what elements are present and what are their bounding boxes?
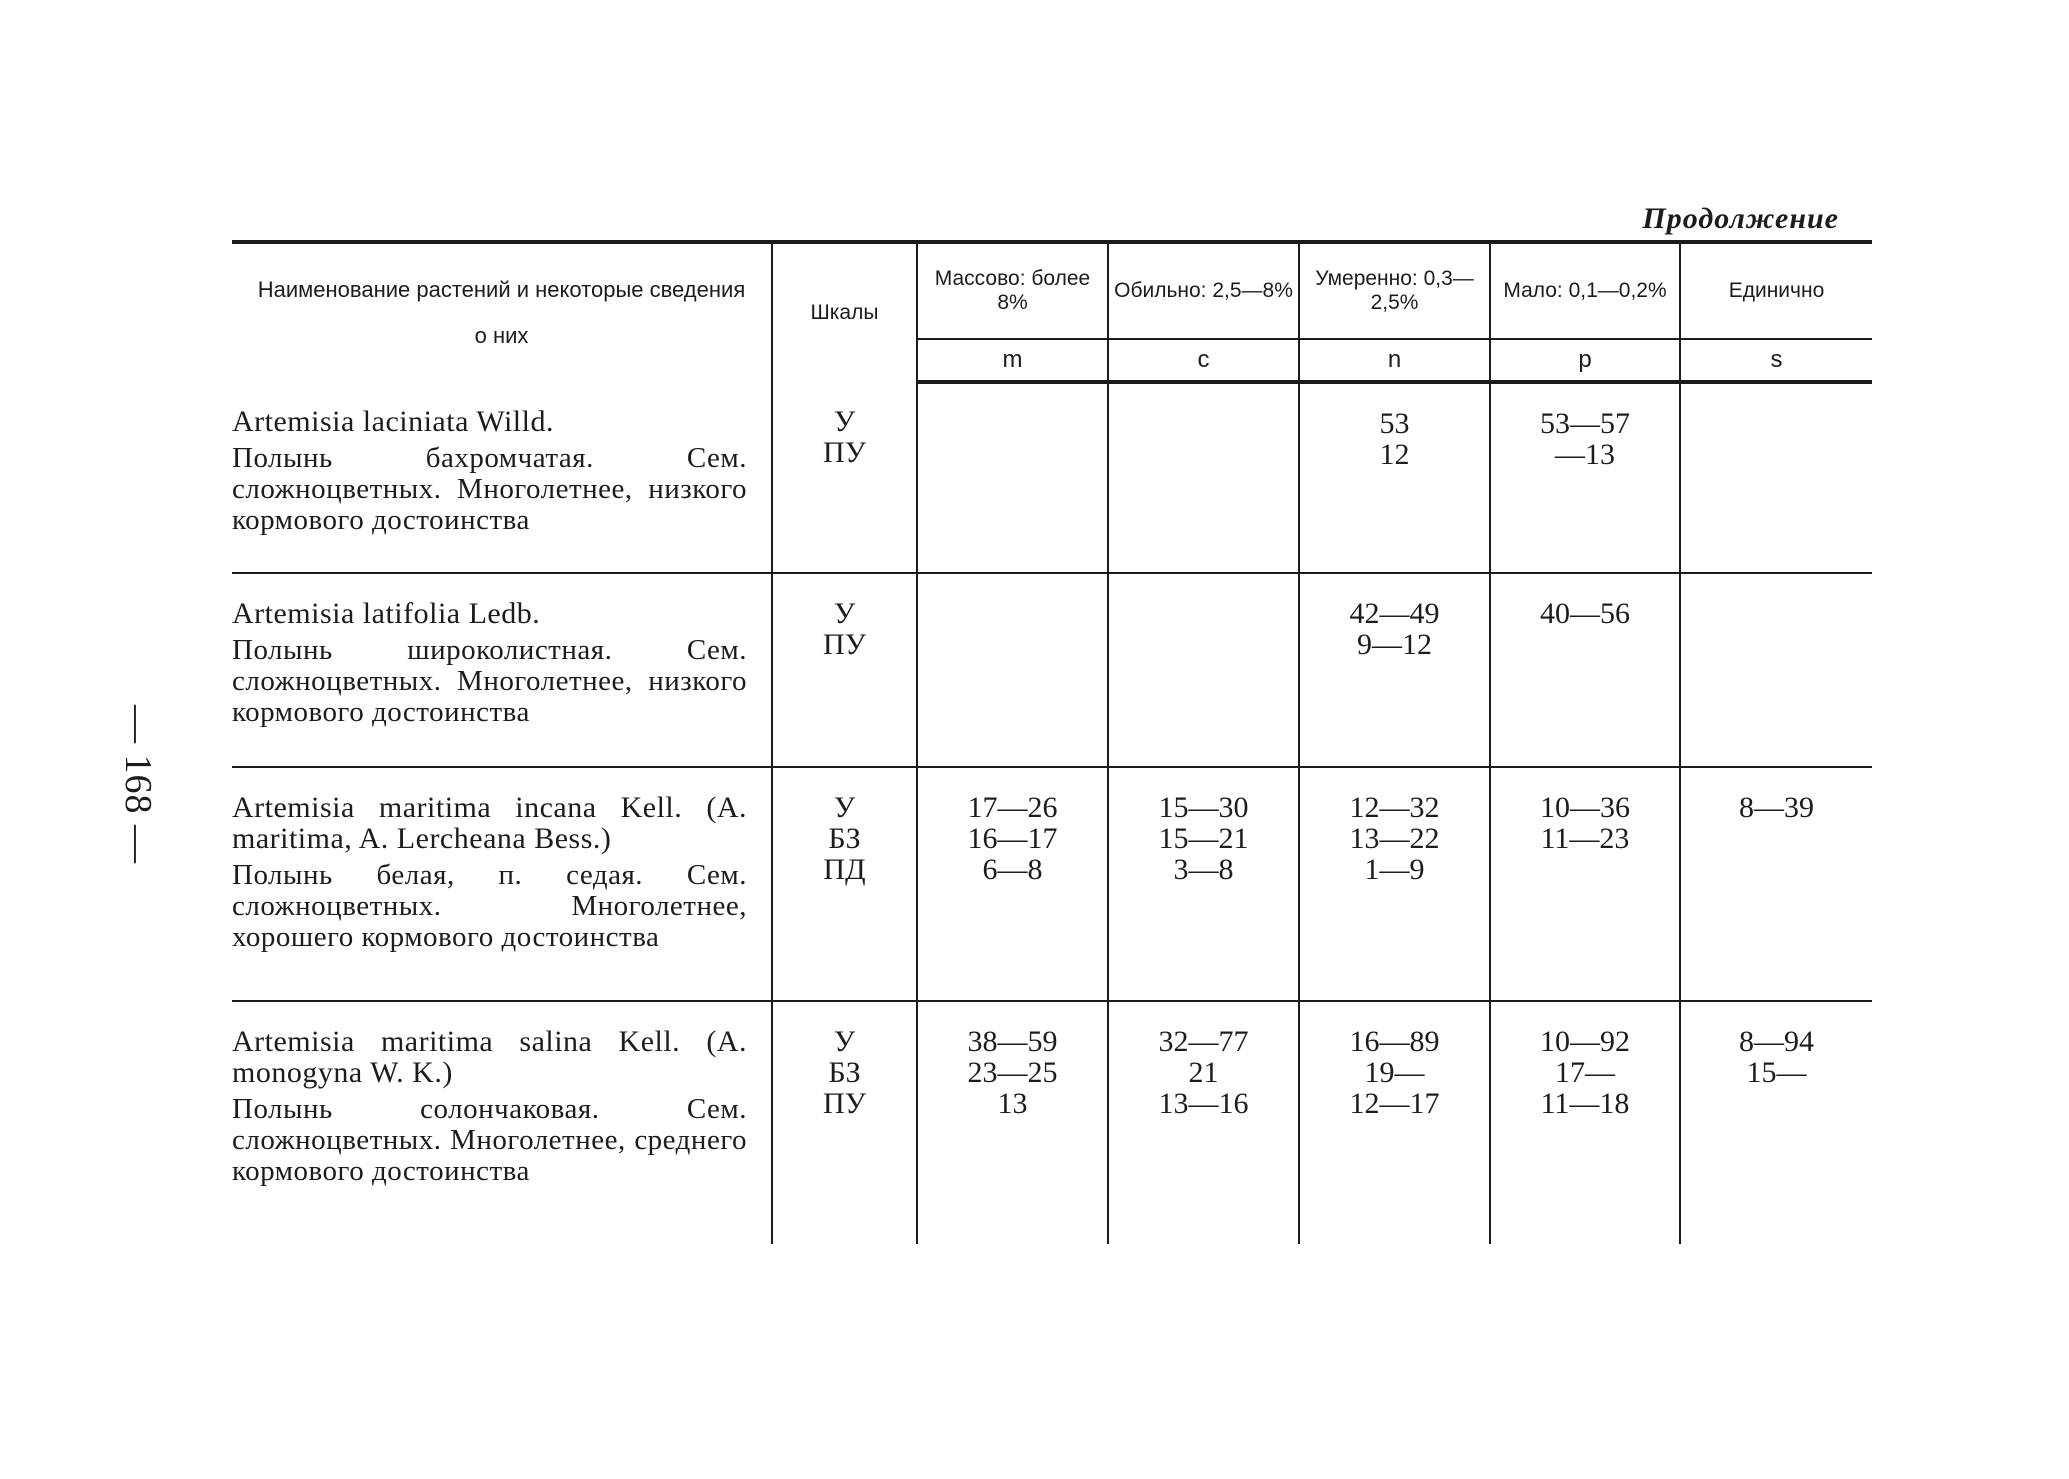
value: 16—17 (967, 822, 1058, 855)
scale-value: ПУ (823, 1087, 866, 1120)
value: 15—21 (1158, 822, 1249, 855)
header-obilno: Обильно: 2,5—8% (1108, 242, 1299, 339)
value (1681, 439, 1872, 470)
plant-name-cell (232, 767, 772, 1001)
header-sym-p: p (1490, 339, 1680, 382)
scale-value: ПД (823, 853, 866, 886)
value: 3—8 (1173, 853, 1234, 886)
continuation-label: Продолжение (1642, 202, 1839, 235)
value (1109, 408, 1298, 439)
value-cell-n (1299, 573, 1490, 767)
value-cell-s (1680, 767, 1872, 1001)
scale-value: У (833, 405, 856, 438)
value-cell-m (917, 382, 1108, 573)
header-sym-n: n (1299, 339, 1490, 382)
plant-name-cell (232, 1001, 772, 1244)
value: 12—32 (1349, 791, 1440, 824)
value (1681, 854, 1872, 885)
value: 8—94 (1739, 1025, 1814, 1058)
scale-value: У (833, 1025, 856, 1058)
value: 12 (1379, 438, 1410, 471)
value-cell-n (1299, 767, 1490, 1001)
value: 40—56 (1540, 597, 1630, 630)
scale-value: БЗ (828, 1056, 861, 1089)
table-row (232, 382, 1872, 573)
value-cell-p (1490, 382, 1680, 573)
latin-name: Artemisia latifolia Ledb. (232, 597, 541, 630)
scale-value: ПУ (823, 436, 866, 469)
plant-description: Полынь широколистная. Сем. сложноцветных. Многолетнее, низкого кормового достоинства (232, 634, 747, 728)
value: 13—16 (1158, 1087, 1249, 1120)
value-cell-m (917, 1001, 1108, 1244)
value-cell-s (1680, 573, 1872, 767)
header-sym-m: m (917, 339, 1108, 382)
value: —13 (1555, 438, 1615, 471)
table-row (232, 767, 1872, 1001)
value (1109, 629, 1298, 660)
scale-value: У (833, 791, 856, 824)
value: 42—49 (1349, 597, 1440, 630)
plant-description: Полынь солончаковая. Сем. сложноцветных. Многолетнее, среднего кормового достоинства (232, 1093, 747, 1187)
table-row (232, 573, 1872, 767)
value: 53—57 (1540, 407, 1630, 440)
header-edinichno: Единично (1680, 242, 1872, 339)
value-cell-p (1490, 1001, 1680, 1244)
value: 23—25 (967, 1056, 1058, 1089)
header-scales: Шкалы (772, 242, 917, 382)
value-cell-p (1490, 573, 1680, 767)
value: 13—22 (1349, 822, 1440, 855)
value: 1—9 (1364, 853, 1425, 886)
value: 11—18 (1540, 1087, 1630, 1120)
plant-name-cell (232, 382, 772, 573)
value-cell-m (917, 767, 1108, 1001)
value: 53 (1379, 407, 1410, 440)
value-cell-s (1680, 1001, 1872, 1244)
latin-name: Artemisia maritima salina Kell. (A. monogyna W. K.) (232, 1025, 747, 1089)
header-sym-c: c (1108, 339, 1299, 382)
header-malo: Мало: 0,1—0,2% (1490, 242, 1680, 339)
value (1109, 598, 1298, 629)
table-row (232, 1001, 1872, 1244)
value (918, 598, 1107, 629)
value: 12—17 (1349, 1087, 1440, 1120)
value: 17—26 (967, 791, 1058, 824)
value-cell-c (1108, 382, 1299, 573)
value: 11—23 (1540, 822, 1630, 855)
value-cell-n (1299, 1001, 1490, 1244)
value: 16—89 (1349, 1025, 1440, 1058)
scales-cell (772, 382, 917, 573)
plant-name-cell (232, 573, 772, 767)
value: 21 (1188, 1056, 1219, 1089)
plant-abundance-table (232, 240, 1872, 1244)
value-cell-c (1108, 573, 1299, 767)
value (1681, 629, 1872, 660)
value: 10—36 (1540, 791, 1630, 824)
value (1681, 823, 1872, 854)
value-cell-n (1299, 382, 1490, 573)
value (918, 439, 1107, 470)
value: 32—77 (1158, 1025, 1249, 1058)
scales-cell (772, 573, 917, 767)
page-number: — 168 — (117, 705, 159, 864)
header-massovo: Массово: более 8% (917, 242, 1108, 339)
value: 17— (1555, 1056, 1615, 1089)
plant-description: Полынь белая, п. седая. Сем. сложноцветных. Многолетнее, хорошего кормового достоинства (232, 859, 747, 953)
scale-value: БЗ (828, 822, 861, 855)
latin-name: Artemisia laciniata Willd. (232, 405, 554, 438)
header-umerenno: Умеренно: 0,3—2,5% (1299, 242, 1490, 339)
value (1491, 629, 1679, 660)
scale-value: ПУ (823, 628, 866, 661)
value-cell-c (1108, 1001, 1299, 1244)
value (918, 408, 1107, 439)
value (1681, 408, 1872, 439)
value: 15— (1746, 1056, 1807, 1089)
value-cell-p (1490, 767, 1680, 1001)
value (918, 629, 1107, 660)
value: 19— (1364, 1056, 1425, 1089)
value: 38—59 (967, 1025, 1058, 1058)
header-sym-s: s (1680, 339, 1872, 382)
value-cell-s (1680, 382, 1872, 573)
value: 13 (997, 1087, 1028, 1120)
plant-description: Полынь бахромчатая. Сем. сложноцветных. Многолетнее, низкого кормового достоинства (232, 442, 747, 536)
value (1109, 439, 1298, 470)
scales-cell (772, 1001, 917, 1244)
header-name: Наименование растений и некоторые сведения о них (232, 242, 772, 382)
value: 10—92 (1540, 1025, 1630, 1058)
latin-name: Artemisia maritima incana Kell. (A. maritima, A. Lercheana Bess.) (232, 791, 747, 855)
value: 6—8 (982, 853, 1043, 886)
scales-cell (772, 767, 917, 1001)
value (1681, 598, 1872, 629)
scale-value: У (833, 597, 856, 630)
value (1491, 854, 1679, 885)
value-cell-c (1108, 767, 1299, 1001)
value: 15—30 (1158, 791, 1249, 824)
value: 9—12 (1357, 628, 1432, 661)
value-cell-m (917, 573, 1108, 767)
value (1681, 1088, 1872, 1119)
value: 8—39 (1739, 791, 1814, 824)
